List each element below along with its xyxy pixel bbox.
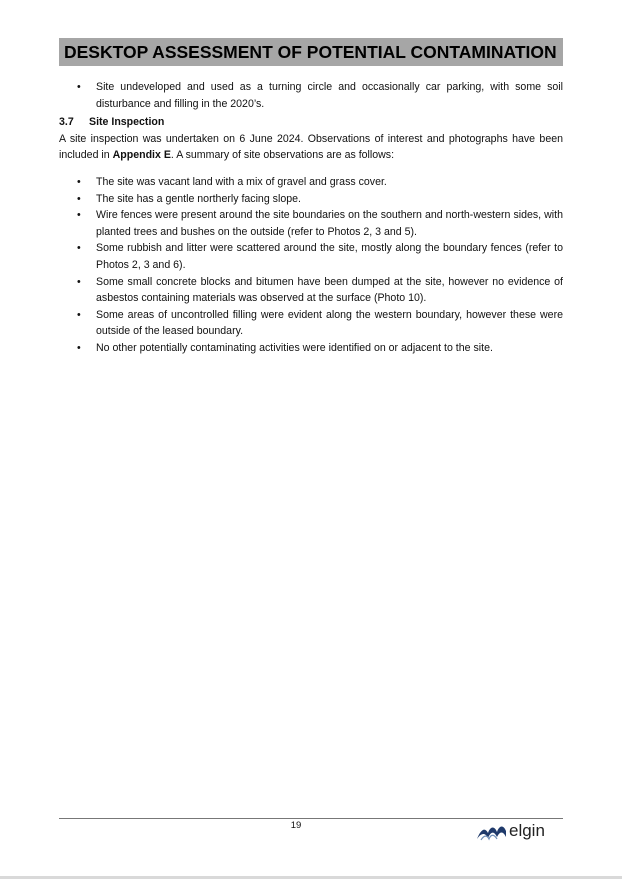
- page-number: 19: [290, 820, 302, 831]
- list-item: [59, 340, 563, 357]
- list-item-text: No other potentially contaminating activities were identified on or adjacent to the site.: [96, 341, 493, 354]
- company-logo: [475, 817, 565, 843]
- bullet-marker: •: [77, 175, 81, 188]
- list-item-text: Some areas of uncontrolled filling were evident along the western boundary, however these were outside of the leased boundary.: [96, 308, 563, 338]
- list-item-text: Wire fences were present around the site boundaries on the southern and north-western sides, with planted trees and bushes on the outside (refer to Photos 2, 3 and 5).: [96, 209, 563, 238]
- list-item-text: Some small concrete blocks and bitumen have been dumped at the site, however no evidence of asbestos containing materials was observed at the surface (Photo 10).: [96, 275, 563, 305]
- document-body: [59, 79, 563, 357]
- logo-wordmark: elgin: [509, 821, 545, 840]
- bullet-marker: •: [77, 341, 81, 354]
- bullet-marker: •: [77, 308, 81, 321]
- list-item: [59, 191, 563, 208]
- list-item: [59, 307, 563, 340]
- list-item: [59, 274, 563, 307]
- list-item-text: Some rubbish and litter were scattered around the site, mostly along the boundary fences (refer to Photos 2, 3 and 6).: [96, 242, 563, 271]
- bullet-marker: •: [77, 209, 81, 222]
- page-header-bar: [59, 38, 563, 66]
- appendix-reference: Appendix E: [112, 149, 171, 162]
- list-item: [59, 240, 563, 273]
- logo-wave-icon: [477, 827, 506, 839]
- bullet-marker: •: [77, 275, 81, 288]
- bullet-marker: •: [77, 81, 81, 93]
- list-item-text: Site undeveloped and used as a turning circle and occasionally car parking, with some soil disturbance and filling in the 2020’s.: [96, 81, 563, 110]
- section-title: Site Inspection: [89, 116, 165, 129]
- paragraph-text-end: . A summary of site observations are as follows:: [170, 149, 395, 162]
- page-title: DESKTOP ASSESSMENT OF POTENTIAL CONTAMINATION: [64, 42, 557, 62]
- list-item: [59, 174, 563, 191]
- section-paragraph: [59, 131, 563, 164]
- paragraph-text: A site inspection was undertaken on 6 June 2024. Observations of interest and photographs have been included in: [59, 132, 563, 162]
- list-item-text: The site was vacant land with a mix of gravel and grass cover.: [96, 175, 387, 188]
- bullet-marker: •: [77, 242, 81, 255]
- list-item: [59, 207, 563, 240]
- section-heading: [59, 114, 563, 131]
- bullet-marker: •: [77, 192, 81, 205]
- list-item-text: The site has a gentle northerly facing slope.: [96, 192, 301, 205]
- list-item: [59, 79, 563, 112]
- section-number: 3.7: [59, 116, 74, 129]
